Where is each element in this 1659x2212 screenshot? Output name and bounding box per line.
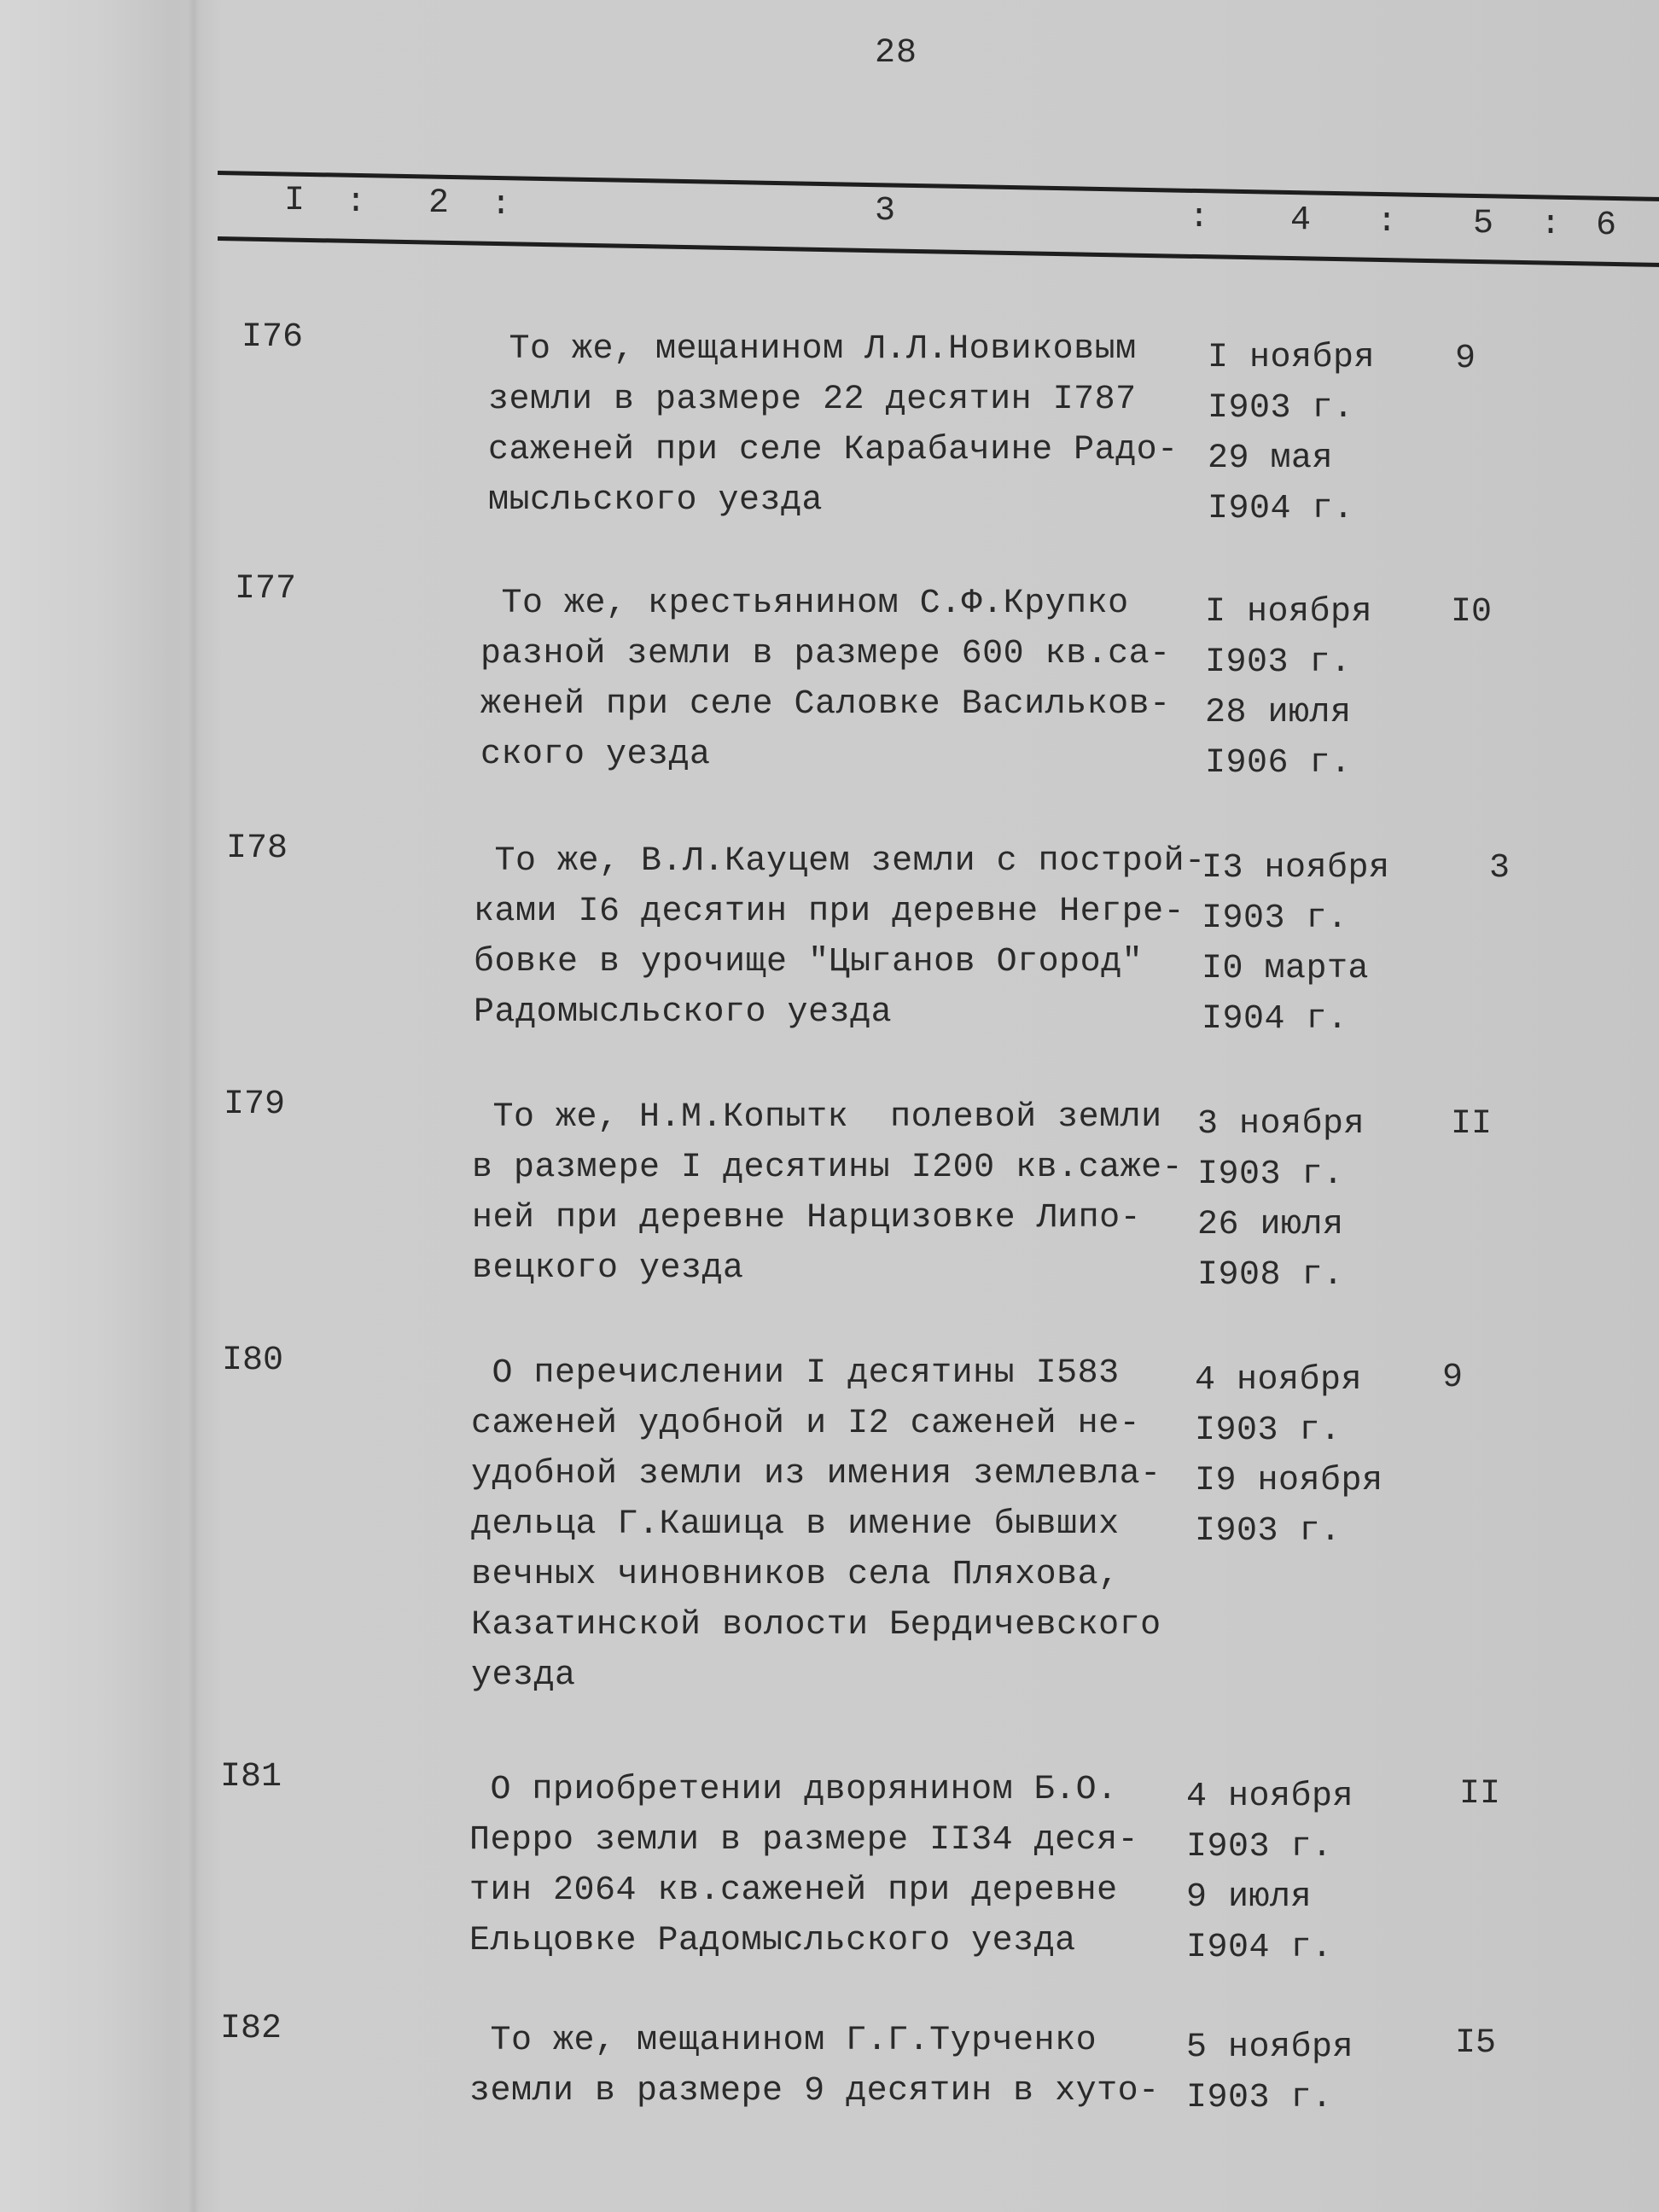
description-line: Казатинской волости Бердичевского [471, 1606, 1161, 1644]
description-line: О перечислении I десятины I583 [471, 1354, 1120, 1393]
date-end: 9 июля [1186, 1878, 1313, 1917]
entry-description [472, 1092, 1183, 1294]
sheet-count: I0 [1451, 593, 1493, 632]
date-end: 28 июля [1205, 694, 1352, 732]
date-start-year: I903 г. [1186, 1828, 1333, 1866]
description-line: уезда [471, 1656, 576, 1695]
date-start: I3 ноября [1202, 849, 1390, 888]
sheet-count: 9 [1455, 340, 1476, 378]
date-end: 26 июля [1197, 1206, 1344, 1244]
sheet-count: II [1459, 1775, 1501, 1813]
description-line: То же, В.Л.Кауцем земли с построй- [474, 842, 1206, 881]
description-line: саженей удобной и I2 саженей не- [471, 1405, 1141, 1443]
entry-dates [1195, 1355, 1383, 1557]
entry-number: I76 [242, 318, 304, 357]
date-end: 29 мая [1208, 439, 1334, 478]
sheet-count: II [1451, 1105, 1493, 1144]
date-end-year: I904 г. [1186, 1929, 1333, 1967]
entry-dates [1186, 1772, 1353, 1973]
date-end: I0 марта [1202, 950, 1370, 988]
description-line: земли в размере 9 десятин в хуто- [469, 2072, 1160, 2110]
date-start: I ноября [1205, 593, 1373, 632]
description-line: бовке в урочище "Цыганов Огород" [474, 943, 1144, 981]
entry-description [469, 1765, 1138, 1966]
entry-number: I82 [220, 2010, 282, 2048]
entry-dates [1202, 843, 1390, 1045]
date-start: 4 ноября [1195, 1361, 1363, 1400]
entry-number: I80 [222, 1342, 284, 1380]
sheet-count: 9 [1442, 1359, 1464, 1397]
entry-dates [1186, 2023, 1353, 2123]
description-line: мысльского уезда [488, 481, 824, 520]
description-line: ками I6 десятин при деревне Негре- [474, 893, 1185, 931]
entry-description [488, 324, 1179, 526]
description-line: удобной земли из имения землевла- [471, 1455, 1161, 1493]
entry-description [469, 2016, 1160, 2116]
description-line: вецкого уезда [472, 1249, 744, 1288]
entry-dates [1205, 587, 1372, 789]
description-line: саженей при селе Карабачине Радо- [488, 431, 1179, 469]
description-line: То же, мещанином Л.Л.Новиковым [488, 330, 1137, 369]
description-line: Перро земли в размере II34 деся- [469, 1821, 1139, 1860]
column-header-3: 3 [875, 192, 896, 230]
column-header-1: I [284, 182, 306, 220]
description-line: дельца Г.Кашица в имение бывших [471, 1505, 1120, 1544]
column-header-6: 6 [1596, 207, 1617, 245]
description-line: Радомысльского уезда [474, 993, 893, 1032]
date-end-year: I904 г. [1208, 490, 1354, 528]
description-line: земли в размере 22 десятин I787 [488, 381, 1137, 419]
column-separator: : [1540, 206, 1562, 244]
description-line: Ельцовке Радомысльского уезда [469, 1922, 1076, 1960]
sheet-count: 3 [1489, 849, 1511, 888]
entry-description [480, 579, 1171, 780]
column-separator: : [1377, 203, 1398, 242]
column-separator: : [491, 186, 512, 224]
date-end-year: I906 г. [1205, 744, 1352, 783]
date-start-year: I903 г. [1186, 2079, 1333, 2117]
date-start-year: I903 г. [1208, 389, 1354, 428]
description-line: То же, мещанином Г.Г.Турченко [469, 2022, 1097, 2060]
date-start: I ноября [1208, 339, 1376, 377]
column-header-4: 4 [1290, 201, 1312, 240]
entry-number: I81 [220, 1758, 282, 1796]
date-start: 5 ноября [1186, 2029, 1354, 2067]
description-line: То же, Н.М.Копытк полевой земли [472, 1098, 1162, 1137]
description-line: в размере I десятины I200 кв.саже- [472, 1149, 1184, 1187]
entry-dates [1208, 333, 1375, 534]
date-end-year: I903 г. [1195, 1512, 1342, 1551]
column-header-5: 5 [1473, 205, 1494, 243]
date-start-year: I903 г. [1195, 1412, 1342, 1450]
page-binding-shadow [188, 0, 200, 2212]
entry-description [474, 836, 1206, 1038]
description-line: ского уезда [480, 736, 711, 774]
column-separator: : [346, 183, 367, 222]
sheet-count: I5 [1455, 2024, 1497, 2063]
date-start: 3 ноября [1197, 1105, 1365, 1144]
page-number: 28 [875, 34, 918, 73]
description-line: вечных чиновников села Пляхова, [471, 1556, 1120, 1594]
entry-number: I79 [224, 1086, 286, 1124]
description-line: женей при селе Саловке Васильков- [480, 685, 1171, 724]
description-line: О приобретении дворянином Б.О. [469, 1771, 1118, 1809]
date-start-year: I903 г. [1197, 1155, 1344, 1194]
description-line: То же, крестьянином С.Ф.Крупко [480, 585, 1129, 623]
entry-number: I78 [226, 830, 288, 868]
description-line: разной земли в размере 600 кв.са- [480, 635, 1171, 673]
description-line: ней при деревне Нарцизовке Липо- [472, 1199, 1142, 1237]
entry-dates [1197, 1099, 1365, 1301]
date-start-year: I903 г. [1205, 643, 1352, 682]
date-end: I9 ноября [1195, 1462, 1383, 1500]
table-header [0, 0, 1659, 273]
entry-description [471, 1348, 1161, 1701]
description-line: тин 2064 кв.саженей при деревне [469, 1871, 1118, 1910]
column-separator: : [1189, 199, 1210, 237]
date-start: 4 ноября [1186, 1778, 1354, 1816]
date-end-year: I904 г. [1202, 1000, 1348, 1039]
date-end-year: I908 г. [1197, 1256, 1344, 1295]
date-start-year: I903 г. [1202, 899, 1348, 938]
entry-number: I77 [235, 570, 297, 608]
column-header-2: 2 [428, 184, 450, 223]
